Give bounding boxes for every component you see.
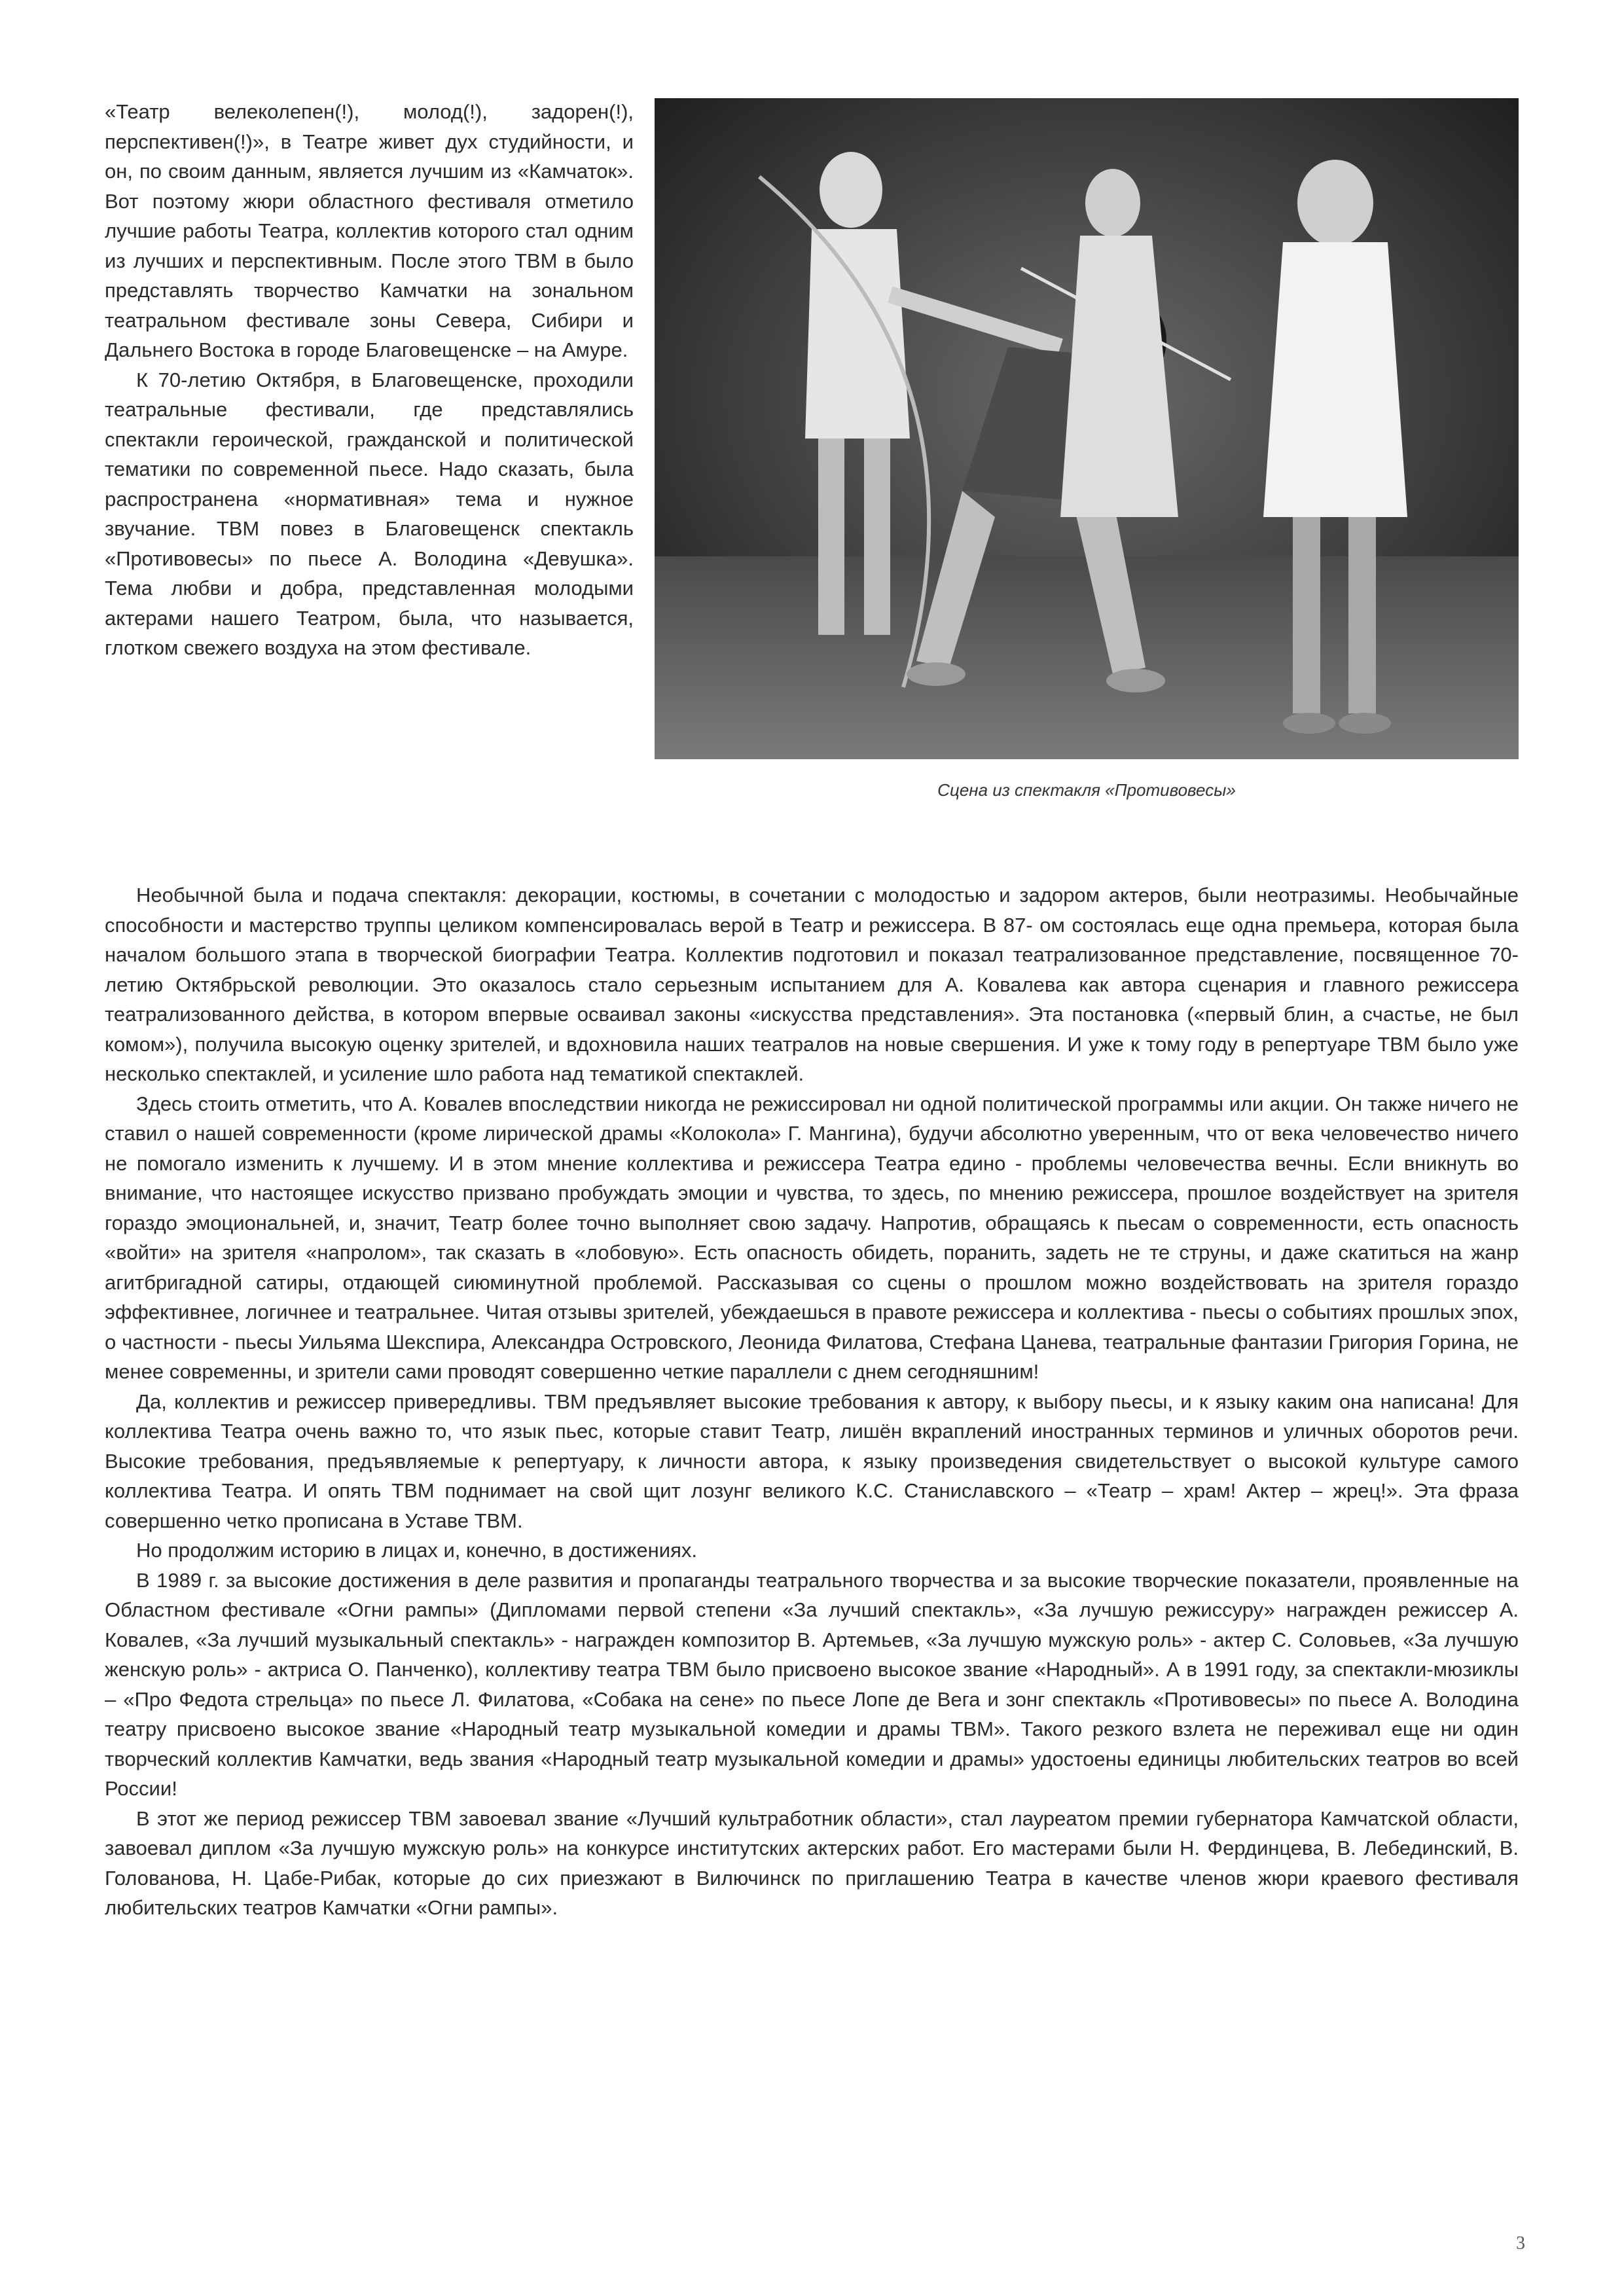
paragraph: Да, коллектив и режиссер привередливы. ТВМ предъявляет высокие требования к автору, к выбору пьесы, и к языку каким она написана! Для коллектива Театра очень важно то, что язык пьес, которые ставит Театр, лишён вкраплений иностранных терминов и уличных оборотов речи. Высокие требования, предъявляемые к репертуару, к личности автора, к языку произведения свидетельствует о высокой культуре самого коллектива Театра. И опять ТВМ поднимает на свой щит лозунг великого К.С. Станиславского – «Театр – храм! Актер – жрец!». Эта фраза совершенно четко прописана в Уставе ТВМ. (105, 1390, 1519, 1532)
stage-photo (655, 98, 1519, 759)
paragraph: Необычной была и подача спектакля: декорации, костюмы, в сочетании с молодостью и задором актеров, были неотразимы. Необычайные способности и мастерство труппы целиком компенсировалась верой в Театр и режиссера. В 87- ом состоялась еще одна премьера, которая была началом большого этапа в творческой биографии Театра. Коллектив подготовил и показал театрализованное представление, посвященное 70-летию Октябрьской революции. Это оказалось стало серьезным испытанием для А. Ковалева как автора сценария и главного режиссера театрализованного действа, в котором впервые осваивал законы «искусства представления». Эта постановка («первый блин, а счастье, не был комом»), получила высокую оценку зрителей, и вдохновила наших театралов на новые свершения. И уже к тому году в репертуаре ТВМ было уже несколько спектаклей, и усиление шло работа над тематикой спектаклей. (105, 884, 1519, 1085)
text-column-full (105, 880, 1519, 1923)
paragraph: Здесь стоить отметить, что А. Ковалев впоследствии никогда не режиссировал ни одной политической программы или акции. Он также ничего не ставил о нашей современности (кроме лирической драмы «Колокола» Г. Мангина), будучи абсолютно уверенным, что от века человечество ничего не помогало изменить к лучшему. И в этом мнение коллектива и режиссера Театра едино - проблемы человечества вечны. Если вникнуть во внимание, что настоящее искусство призвано пробуждать эмоции и чувства, то здесь, по мнению режиссера, прошлое воздействует на зрителя гораздо эмоциональней, и, значит, Театр более точно выполняет свою задачу. Напротив, обращаясь к пьесам о современности, есть опасность «войти» на зрителя «напролом», так сказать в «лобовую». Есть опасность обидеть, поранить, задеть не те струны, и даже скатиться на жанр агитбригадной сатиры, отдающей сиюминутной проблемой. Рассказывая со сцены о прошлом можно воздействовать на зрителя гораздо эффективнее, логичнее и театральнее. Читая отзывы зрителей, убеждаешься в правоте режиссера и коллектива - пьесы о событиях прошлых эпох, о частности - пьесы Уильяма Шекспира, Александра Островского, Леонида Филатова, Стефана Цанева, театральные фантазии Григория Горина, не менее современны, и зрители сами проводят совершенно четкие параллели с днем сегодняшним! (105, 1092, 1519, 1383)
text-column-left (105, 97, 634, 663)
photo-caption: Сцена из спектакля «Противовесы» (937, 780, 1236, 800)
stage-photo-illustration (655, 98, 1519, 759)
paragraph: К 70-летию Октября, в Благовещенске, проходили театральные фестивали, где представлялись спектакли героической, гражданской и политической тематики по современной пьесе. Надо сказать, была распространена «нормативная» тема и нужное звучание. ТВМ повез в Благовещенск спектакль «Противовесы» по пьесе А. Володина «Девушка». Тема любви и добра, представленная молодыми актерами нашего Театром, была, что называется, глотком свежего воздуха на этом фестивале. (105, 368, 634, 659)
page-number: 3 (1516, 2233, 1525, 2253)
paragraph: Но продолжим историю в лицах и, конечно, в достижениях. (136, 1539, 697, 1562)
paragraph: «Театр велеколепен(!), молод(!), задорен(!), перспективен(!)», в Театре живет дух студийности, и он, по своим данным, является лучшим из «Камчаток». Вот поэтому жюри областного фестиваля отметило лучшие работы Театра, коллектив которого стал одним из лучших и перспективным. После этого ТВМ в было представлять творчество Камчатки на зональном театральном фестивале зоны Севера, Сибири и Дальнего Востока в городе Благовещенске – на Амуре. (105, 100, 634, 361)
paragraph: В 1989 г. за высокие достижения в деле развития и пропаганды театрального творчества и за высокие творческие показатели, проявленные на Областном фестивале «Огни рампы» (Дипломами первой степени «За лучший спектакль», «За лучшую режиссуру» награжден режиссер А. Ковалев, «За лучший музыкальный спектакль» - награжден композитор В. Артемьев, «За лучшую мужскую роль» - актер С. Соловьев, «За лучшую женскую роль» - актриса О. Панченко), коллективу театра ТВМ было присвоено высокое звание «Народный». А в 1991 году, за спектакли-мюзиклы – «Про Федота стрельца» по пьесе Л. Филатова, «Собака на сене» по пьесе Лопе де Вега и зонг спектакль «Противовесы» по пьесе А. Володина театру присвоено высокое звание «Народный театр музыкальной комедии и драмы ТВМ». Такого резкого взлета не переживал еще ни один творческий коллектив Камчатки, ведь звания «Народный театр музыкальной комедии и драмы» удостоены единицы любительских театров во всей России! (105, 1568, 1519, 1800)
paragraph: В этот же период режиссер ТВМ завоевал звание «Лучший культработник области», стал лауреатом премии губернатора Камчатской области, завоевал диплом «За лучшую мужскую роль» на конкурсе институтских актерских работ. Его мастерами были Н. Фердинцева, В. Лебединский, В. Голованова, Н. Цабе-Рибак, которые до сих приезжают в Вилючинск по приглашению Театра в качестве членов жюри краевого фестиваля любительских театров Камчатки «Огни рампы». (105, 1806, 1519, 1919)
